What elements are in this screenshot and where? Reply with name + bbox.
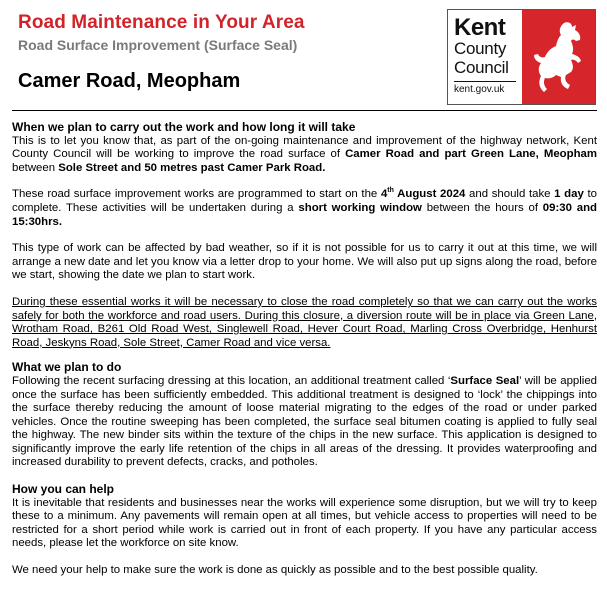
when-p1-road: Camer Road and part Green Lane, Meopham — [345, 148, 597, 161]
surface-seal-term: Surface Seal — [450, 374, 520, 387]
working-window: short working window — [298, 201, 422, 214]
white-horse-icon — [522, 10, 595, 104]
start-day: 4 — [380, 188, 388, 201]
header-divider — [12, 110, 597, 111]
what-heading: What we plan to do — [12, 360, 122, 375]
when-p2-during: to complete. These activities will be undertaken during a — [12, 188, 597, 214]
duration: 1 day — [554, 188, 584, 201]
help-heading: How you can help — [12, 482, 115, 497]
working-hours: 09:30 and 15:30hrs. — [12, 201, 597, 228]
what-paragraph — [12, 375, 597, 470]
start-month-year: August 2024 — [393, 188, 466, 201]
notice-subtitle: Road Surface Improvement (Surface Seal) — [18, 37, 298, 53]
help-paragraph-2: We need your help to make sure the work is done as quickly as possible and to the best possible quality. — [12, 564, 538, 577]
kent-county-council-logo — [447, 9, 596, 105]
what-p1-text: Following the recent surfacing dressing at this location, an additional treatment called ‘ — [12, 374, 451, 387]
logo-divider — [454, 81, 516, 82]
logo-wordmark — [448, 10, 522, 104]
when-p2-hours: between the hours of — [421, 201, 543, 214]
help-paragraph-1: It is inevitable that residents and businesses near the works will experience some disruption, but we will try to keep these to a minimum. Any pavements will remain open at all times, but vehicle access to properties will need to be restricted for a short period while work is carried out in front of each property. If you have any particular access needs, please let the workforce on site know. — [12, 496, 597, 550]
when-paragraph-1 — [12, 135, 597, 176]
what-p1-rest: ’ will be applied once the surface has been sufficiently embedded. This additional treatment is designed to ‘lock’ the chippings into the surface thereby reducing the amount of loose material migrating to the edges of the road or under parked vehicles. Once the routine sweeping has been completed, the surface seal bitumen coating is applied to fully seal the highway. The new binder sits within the texture of the chips in the new surface. This application is designed to significantly improve the early life retention of the chips in all areas of the dressing. It provides waterproofing and increased durability to prevent defects, cracks, and potholes. — [12, 374, 597, 469]
white-horse-emblem — [526, 17, 592, 97]
notice-body — [12, 121, 597, 578]
when-p1-between: between — [12, 161, 59, 174]
when-p2-take: and should take — [465, 188, 555, 201]
logo-kent-text: Kent — [454, 14, 506, 41]
when-heading: When we plan to carry out the work and how long it will take — [12, 120, 356, 134]
logo-url-text: kent.gov.uk — [454, 84, 505, 95]
notice-header — [0, 0, 607, 112]
logo-council-text: Council — [454, 58, 509, 77]
when-p2-text: These road surface improvement works are programmed to start on the — [12, 188, 381, 201]
logo-county-text: County — [454, 39, 507, 58]
start-day-suffix: th — [387, 187, 394, 195]
when-paragraph-2 — [12, 188, 597, 229]
when-p1-extent: Sole Street and 50 metres past Camer Park Road. — [58, 161, 326, 174]
road-name-title: Camer Road, Meopham — [18, 70, 241, 92]
notice-title: Road Maintenance in Your Area — [18, 12, 305, 33]
when-paragraph-3: This type of work can be affected by bad weather, so if it is not possible for us to carry it out at this time, we will arrange a new date and let you know via a letter drop to your home. We will also put up signs along the road, before we start, showing the date we plan to start work. — [12, 242, 597, 282]
when-p1-text: This is to let you know that, as part of the on-going maintenance and improvement of the highway network, Kent County Council will be working to improve the road surface of — [12, 134, 597, 161]
diversion-paragraph: During these essential works it will be necessary to close the road completely so that we can carry out the works safely for both the workforce and road users. During this closure, a diversion route will be in place via Green Lane, Wrotham Road, B261 Old Road West, Singlewell Road, Hever Court Road, Marling Cross Overbridge, Henhurst Road, Jeskyns Road, Sole Street, Camer Road and vice versa. — [12, 295, 597, 349]
